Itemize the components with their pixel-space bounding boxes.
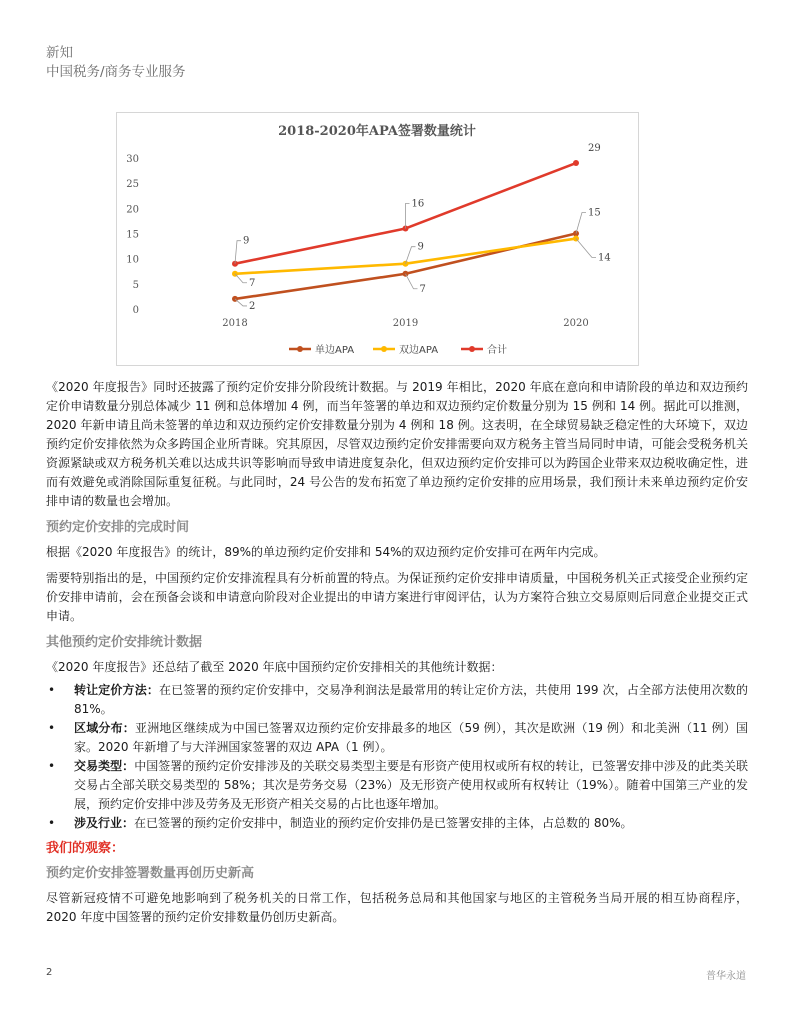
bullet-term: 交易类型： (74, 759, 135, 773)
legend-label: 合计 (487, 345, 507, 356)
chart-title: 2018-2020年APA签署数量统计 (278, 124, 476, 139)
document-header (46, 44, 186, 82)
x-tick-label: 2019 (392, 318, 419, 329)
footer-brand: 普华永道 (706, 971, 746, 982)
legend-marker (381, 346, 387, 352)
list-item (46, 757, 748, 814)
series-line-1 (235, 239, 576, 274)
bullet-text: 在已签署的预约定价安排中，制造业的预约定价安排仍是已签署安排的主体，占总数的 80%。 (134, 816, 633, 830)
chart-svg (117, 113, 638, 365)
y-tick-label: 20 (126, 204, 139, 216)
bullet-icon: • (48, 816, 56, 830)
bullet-text: 在已签署的预约定价安排中，交易净利润法是最常用的转让定价方法，共使用 199 次，占全部方法使用次数的 81%。 (74, 683, 748, 716)
stats-bullet-list (46, 681, 748, 833)
data-point (573, 160, 579, 166)
data-label: 9 (417, 241, 424, 253)
paragraph-stage-stats: 《2020 年度报告》同时还披露了预约定价安排分阶段统计数据。与 2019 年相比，2020 年底在意向和申请阶段的单边和双边预约定价申请数量分别总体减少 11 例和总体增加 4 例，而当年签署的单边和双边预约定价数量分别为 15 例和 14 例。据此可以推测，2020 年新申请且尚未签署的单边和双边预约定价安排数量分别为 4 例和 18 例。这表明，在全球贸易缺乏稳定性的大环境下，双边预约定价安排依然为众多跨国企业所青睐。究其原因，尽管双边预约定价安排需要向双方税务主管当局同时申请，可能会受税务机关资源紧缺或双方税务机关难以达成共识等影响而导致申请进度复杂化，但双边预约定价安排可以为跨国企业带来双边税收确定性，进而有效避免或消除国际重复征税。与此同时，24 号公告的发布拓宽了单边预约定价安排的应用场景，我们预计未来单边预约定价安排申请的数量也会增加。 (46, 380, 748, 508)
bullet-text: 亚洲地区继续成为中国已签署双边预约定价安排最多的地区（59 例），其次是欧洲（19 例）和北美洲（11 例）国家。2020 年新增了与大洋洲国家签署的双边 APA（1 例）。 (74, 721, 748, 754)
list-item (46, 681, 748, 719)
list-item (46, 814, 748, 833)
list-item (46, 719, 748, 757)
bullet-icon: • (48, 759, 56, 773)
header-subtitle: 中国税务/商务专业服务 (46, 64, 186, 80)
x-tick-label: 2018 (222, 318, 248, 329)
legend-label: 单边APA (315, 345, 355, 356)
paragraph-pre-analysis: 需要特别指出的是，中国预约定价安排流程具有分析前置的特点。为保证预约定价安排申请质量，中国税务机关正式接受企业预约定价安排申请前，会在预备会谈和申请意向阶段对企业提出的申请方案进行审阅评估，认为方案符合独立交易原则后同意企业提交正式申请。 (46, 571, 748, 623)
heading-record-high: 预约定价安排签署数量再创历史新高 (46, 866, 255, 881)
label-leader (406, 203, 410, 228)
article-body (46, 378, 748, 934)
label-leader (235, 241, 241, 264)
y-tick-label: 15 (126, 229, 139, 241)
x-tick-label: 2020 (563, 318, 589, 329)
data-label: 9 (243, 235, 250, 247)
bullet-text: 中国签署的预约定价安排涉及的关联交易类型主要是有形资产使用权或所有权的转让，已签署安排中涉及的此类关联交易占全部关联交易类型的 58%；其次是劳务交易（23%）及无形资产使用权或所有权转让（19%）。随着中国第三产业的发展，预约定价安排中涉及劳务及无形资产相关交易的占比也逐年增加。 (74, 759, 748, 811)
heading-completion-time: 预约定价安排的完成时间 (46, 520, 190, 535)
data-label: 29 (588, 143, 601, 155)
apa-line-chart (116, 112, 639, 366)
paragraph-record-high: 尽管新冠疫情不可避免地影响到了税务机关的日常工作，包括税务总局和其他国家与地区的主管税务当局开展的相互协商程序，2020 年度中国签署的预约定价安排数量仍创历史新高。 (46, 891, 748, 924)
y-tick-label: 25 (126, 179, 139, 191)
heading-other-stats: 其他预约定价安排统计数据 (46, 635, 203, 650)
y-tick-label: 30 (126, 154, 139, 165)
label-leader (576, 239, 596, 258)
bullet-term: 区域分布： (74, 721, 136, 735)
bullet-term: 转让定价方法： (74, 683, 159, 697)
heading-our-observation: 我们的观察： (46, 841, 125, 856)
legend-label: 双边APA (399, 345, 439, 356)
header-title: 新知 (46, 45, 73, 61)
data-label: 7 (419, 283, 426, 295)
data-label: 15 (588, 207, 601, 219)
data-label: 2 (249, 300, 256, 312)
bullet-term: 涉及行业： (74, 816, 135, 830)
data-point (403, 261, 409, 267)
legend-marker (297, 346, 303, 352)
bullet-icon: • (48, 721, 56, 735)
paragraph-completion: 根据《2020 年度报告》的统计，89%的单边预约定价安排和 54%的双边预约定价安排可在两年内完成。 (46, 545, 606, 559)
page-number: 2 (46, 967, 53, 978)
legend-marker (469, 346, 475, 352)
data-label: 7 (249, 277, 256, 289)
bullet-icon: • (48, 683, 56, 697)
data-label: 14 (598, 252, 611, 264)
label-leader (576, 213, 586, 234)
data-label: 16 (411, 198, 425, 210)
y-tick-label: 10 (126, 254, 139, 266)
paragraph-other-intro: 《2020 年度报告》还总结了截至 2020 年底中国预约定价安排相关的其他统计数据： (46, 660, 503, 674)
y-tick-label: 5 (132, 279, 139, 291)
y-tick-label: 0 (132, 305, 139, 316)
label-leader (235, 299, 247, 306)
